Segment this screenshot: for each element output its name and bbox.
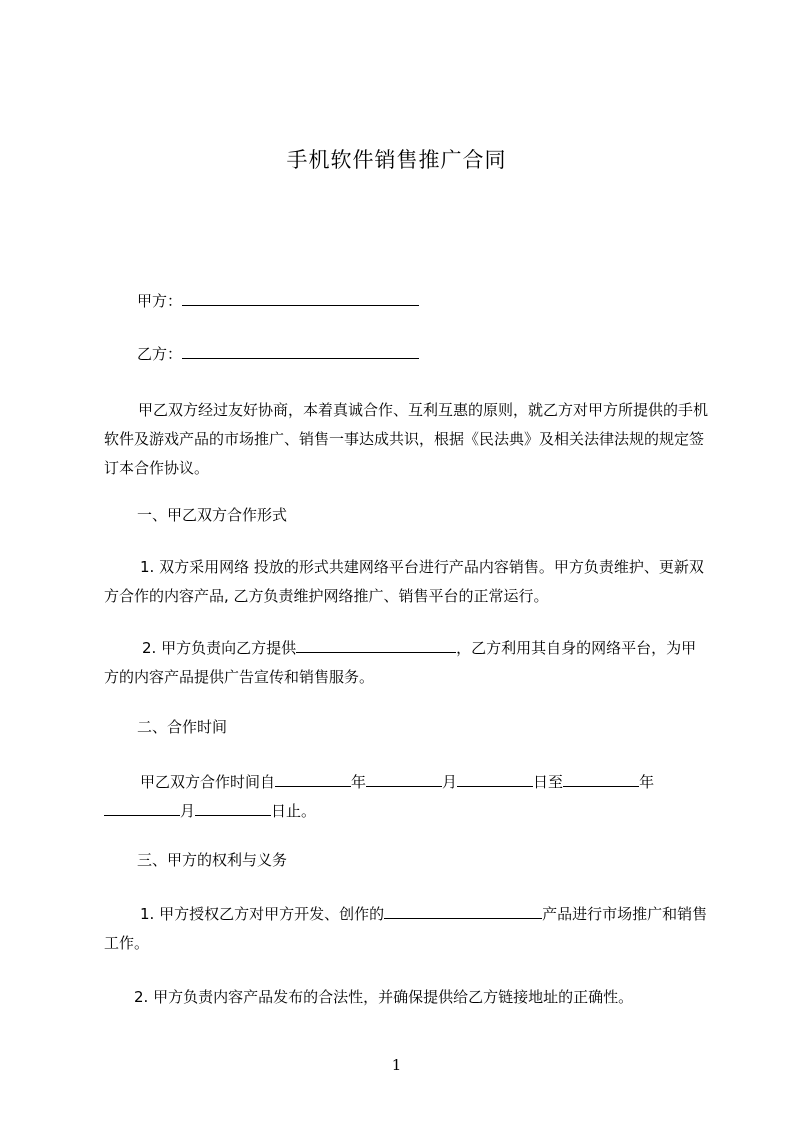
start-month-blank — [366, 771, 442, 787]
section2-term — [104, 768, 710, 826]
start-day-blank — [457, 771, 533, 787]
party-b-label: 乙方： — [137, 345, 183, 363]
document-title: 手机软件销售推广合同 — [286, 148, 507, 172]
s1-item2-suffix: ，乙方利用其自身的网络平台，为甲方的内容产品提供广告宣传和销售服务。 — [104, 639, 697, 686]
section1-item1: 1. 双方采用网络 投放的形式共建网络平台进行产品内容销售。甲方负责维护、更新双方合作的内容产品, 乙方负责维护网络推广、销售平台的正常运行。 — [104, 558, 704, 605]
end-year-blank — [563, 771, 639, 787]
s2-month2: 月 — [180, 802, 196, 820]
party-b-line — [137, 343, 419, 364]
s2-year2: 年 — [639, 773, 655, 791]
page-number: 1 — [391, 1056, 402, 1074]
party-a-line — [137, 290, 419, 311]
section1-heading: 一、甲乙双方合作形式 — [137, 506, 288, 524]
s2-day-end: 日止。 — [271, 802, 317, 820]
s2-month1: 月 — [442, 773, 458, 791]
s1-item2-prefix: 2. 甲方负责向乙方提供 — [142, 639, 297, 657]
intro-paragraph: 甲乙双方经过友好协商，本着真诚合作、互利互惠的原则，就乙方对甲方所提供的手机软件及游戏产品的市场推广、销售一事达成共识，根据《民法典》及相关法律法规的规定签订本合作协议。 — [104, 401, 709, 477]
party-a-blank — [182, 290, 419, 306]
section1-item2 — [104, 634, 710, 692]
s2-prefix: 甲乙双方合作时间自 — [140, 773, 276, 791]
party-a-label: 甲方： — [137, 292, 183, 310]
section3-item2: 2. 甲方负责内容产品发布的合法性，并确保提供给乙方链接地址的正确性。 — [134, 988, 634, 1006]
section3-item1 — [104, 900, 710, 958]
section2-heading: 二、合作时间 — [137, 718, 228, 736]
s1-item2-blank — [296, 637, 456, 653]
s2-day-to: 日至 — [533, 773, 564, 791]
s2-year1: 年 — [351, 773, 367, 791]
end-month-blank — [104, 800, 180, 816]
end-day-blank — [195, 800, 271, 816]
s3-item1-blank — [384, 903, 542, 919]
start-year-blank — [275, 771, 351, 787]
section3-heading: 三、甲方的权利与义务 — [137, 851, 288, 869]
party-b-blank — [182, 343, 419, 359]
s3-item1-prefix: 1. 甲方授权乙方对甲方开发、创作的 — [140, 905, 385, 923]
s3-item1-suffix: 产品进行市场推广和销售工作。 — [104, 905, 708, 952]
